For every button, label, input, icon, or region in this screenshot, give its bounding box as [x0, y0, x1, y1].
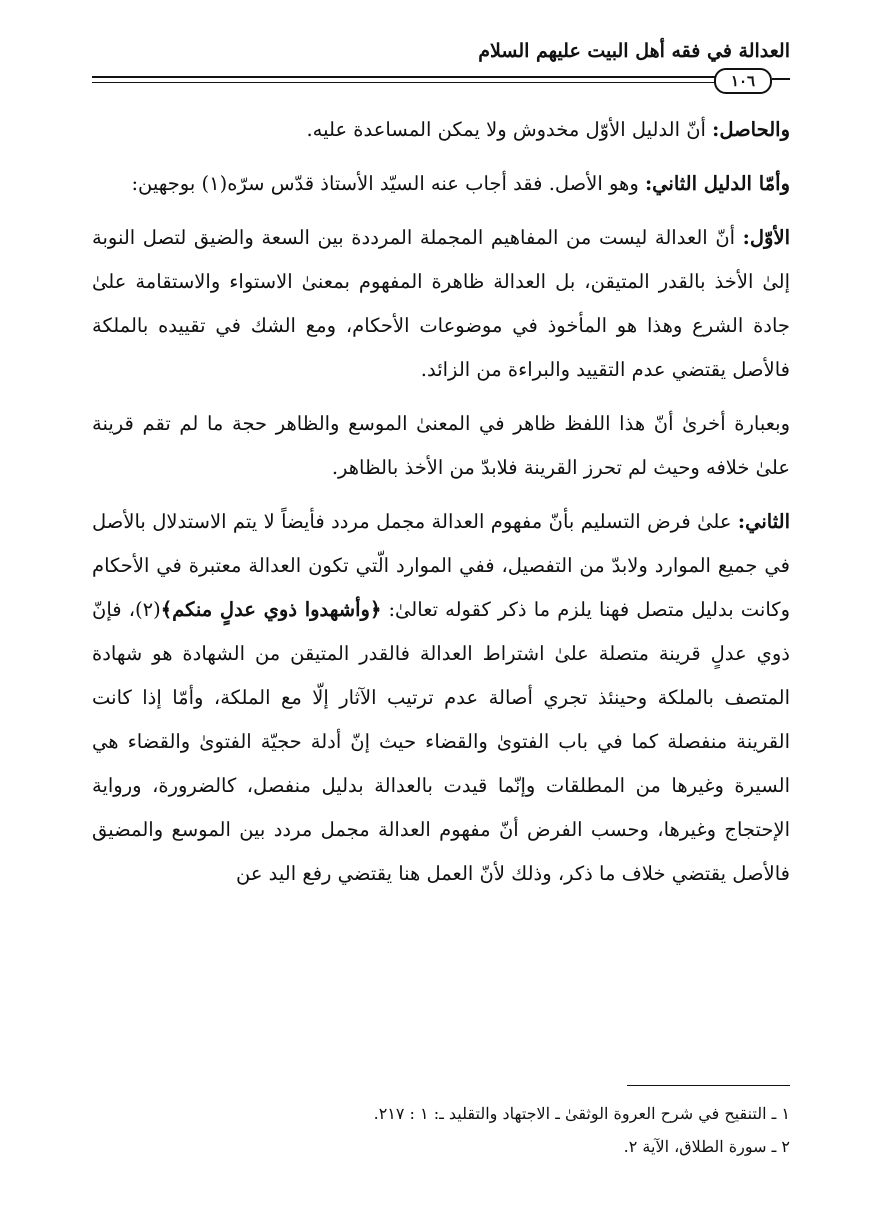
paragraph-lead: والحاصل:	[712, 118, 790, 141]
header-rule-bottom	[92, 82, 717, 83]
paragraph-text: وهو الأصل. فقد أجاب عنه السيّد الأستاذ قدّس سرّه(١) بوجهين:	[131, 172, 645, 195]
paragraph-conclusion	[92, 108, 790, 152]
page-header	[92, 34, 790, 94]
paragraph-text: (٢)، فإنّ ذوي عدلٍ قرينة متصلة علىٰ اشتراط العدالة فالقدر المتيقن من الشهادة هو شهادة المتصف بالملكة وحينئذ تجري أصالة عدم ترتيب الآثار إلّا مع الملكة، وأمّا إذا كانت القرينة منفصلة كما في باب الفتوىٰ والقضاء حيث إنّ أدلة حجيّة الفتوىٰ والقضاء هي السيرة وغيرها من المطلقات وإنّما قيدت بالعدالة بدليل منفصل، كالضرورة، ورواية الإحتجاج وغيرها، وحسب الفرض أنّ مفهوم العدالة مجمل مردد بين الموسع والمضيق فالأصل يقتضي خلاف ما ذكر، وذلك لأنّ العمل هنا يقتضي رفع اليد عن	[92, 598, 790, 885]
paragraph-second-evidence	[92, 162, 790, 206]
footnotes	[92, 1097, 790, 1163]
main-text	[92, 108, 790, 896]
paragraph-text: علىٰ فرض التسليم بأنّ مفهوم العدالة مجمل مردد فأيضاً لا يتم الاستدلال بالأصل في جميع الموارد ولابدّ من التفصيل، ففي الموارد الّتي تكون العدالة معتبرة في الأحكام وكانت بدليل متصل فهنا يلزم ما ذكر كقوله تعالىٰ:	[92, 510, 790, 621]
paragraph-second-answer	[92, 500, 790, 896]
running-title: العدالة في فقه أهل البيت عليهم السلام	[478, 40, 790, 62]
paragraph-text: وبعبارة أخرىٰ أنّ هذا اللفظ ظاهر في المعنىٰ الموسع والظاهر حجة ما لم تقم قرينة علىٰ خلافه وحيث لم تحرز القرينة فلابدّ من الأخذ بالظاهر.	[92, 412, 790, 479]
paragraph-restatement	[92, 402, 790, 490]
footnote-2: ٢ ـ سورة الطلاق، الآية ٢.	[623, 1137, 790, 1156]
paragraph-lead: الثاني:	[737, 510, 790, 533]
page-number-tail	[772, 78, 790, 80]
paragraph-first-answer	[92, 216, 790, 392]
header-rule-top	[92, 76, 717, 78]
paragraph-text: أنّ الدليل الأوّل مخدوش ولا يمكن المساعدة عليه.	[306, 118, 713, 141]
page-number: ١٠٦	[714, 68, 772, 94]
paragraph-lead: وأمّا الدليل الثاني:	[644, 172, 790, 195]
paragraph-lead: الأوّل:	[742, 226, 790, 249]
footnote-separator	[627, 1085, 790, 1086]
paragraph-text: أنّ العدالة ليست من المفاهيم المجملة المرددة بين السعة والضيق لتصل النوبة إلىٰ الأخذ بالقدر المتيقن، بل العدالة ظاهرة المفهوم بمعنىٰ الاستواء والاستقامة علىٰ جادة الشرع وهذا هو المأخوذ في موضوعات الأحكام، ومع الشك في تقييده بالملكة فالأصل يقتضي عدم التقييد والبراءة من الزائد.	[92, 226, 790, 381]
quran-quote: ﴿وأشهدوا ذوي عدلٍ منكم﴾	[160, 598, 382, 621]
footnote-1: ١ ـ التنقيح في شرح العروة الوثقىٰ ـ الاجتهاد والتقليد ـ: ١ : ٢١٧.	[373, 1104, 790, 1123]
